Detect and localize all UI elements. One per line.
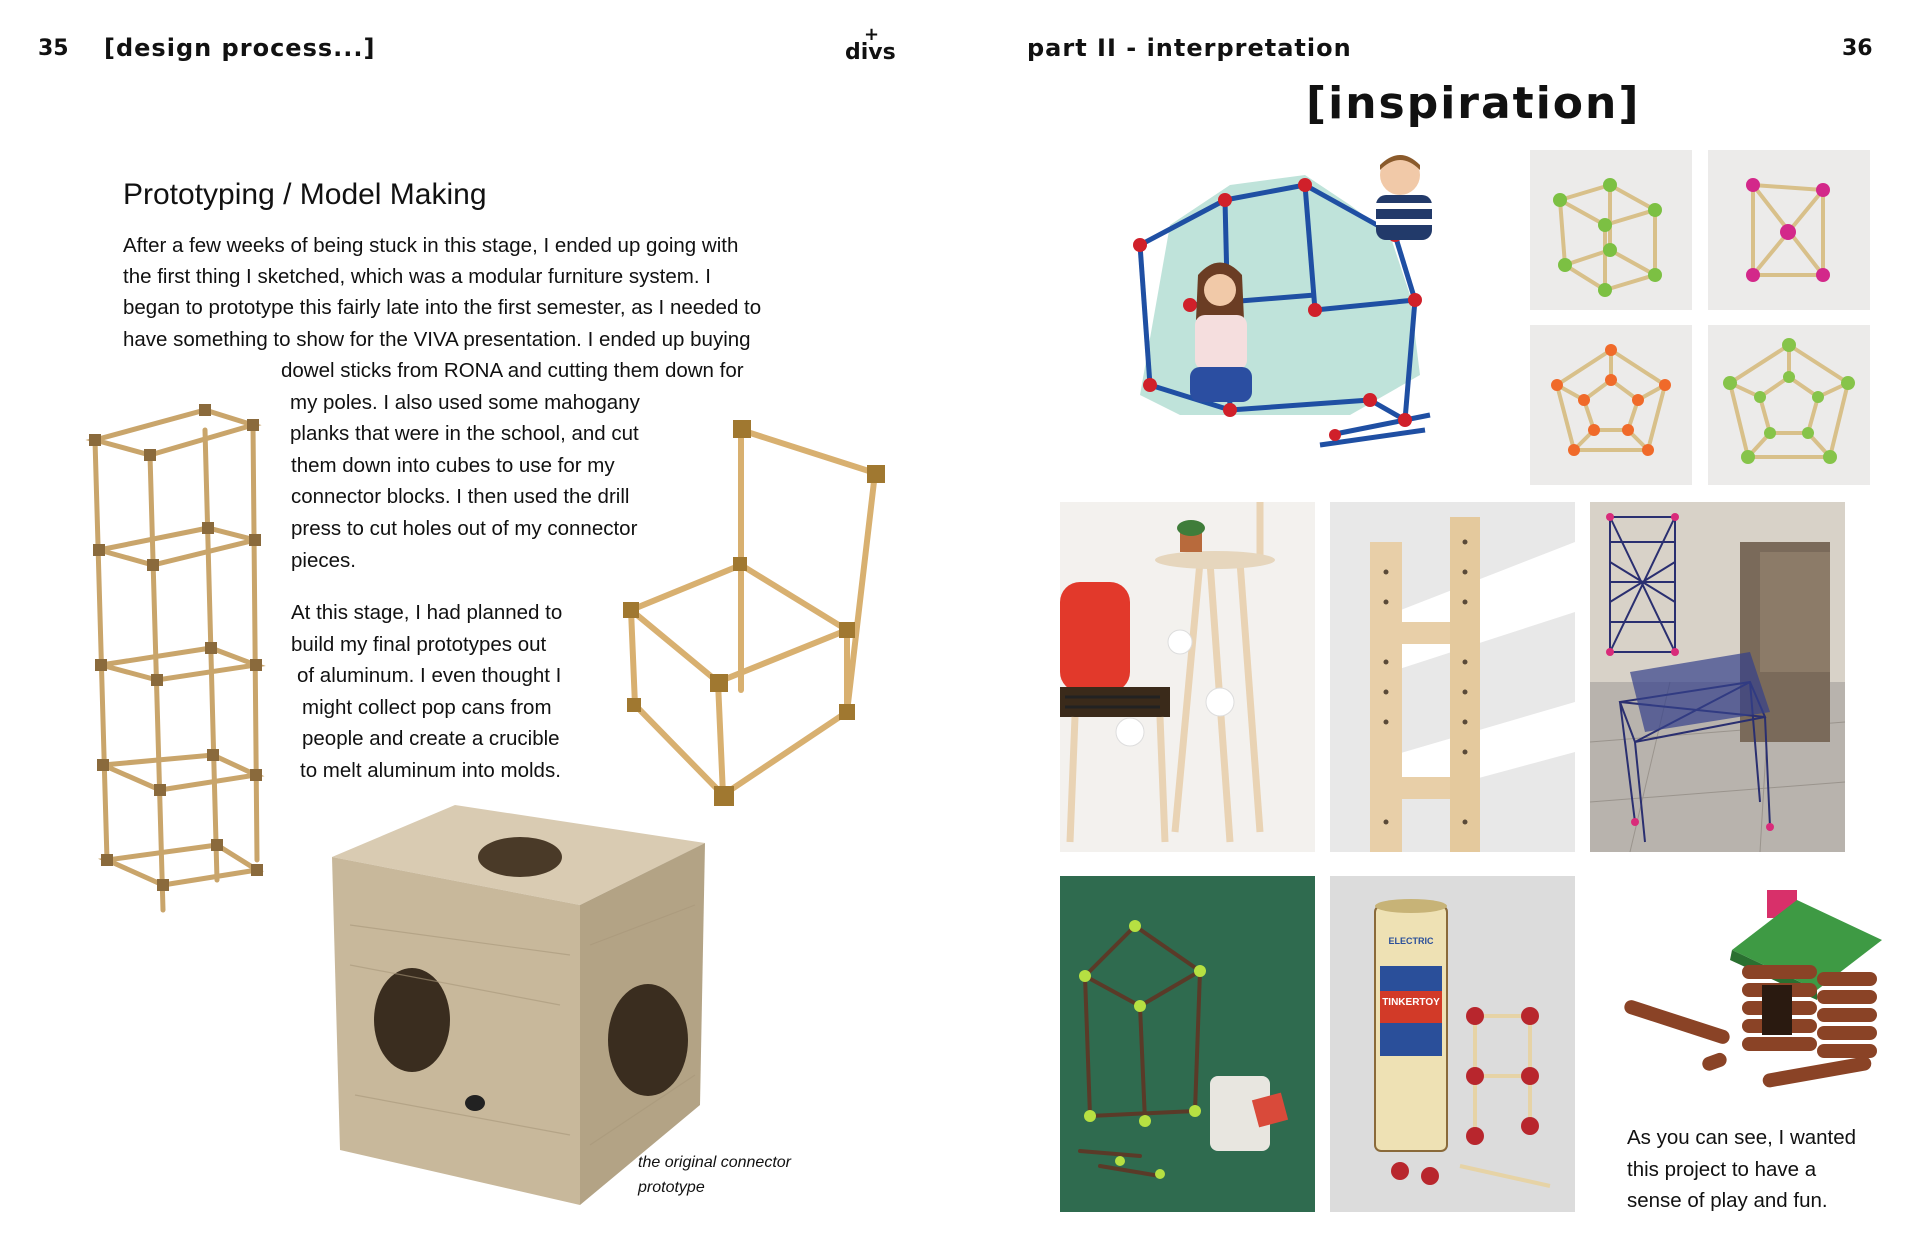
pegboard-shelf-photo bbox=[1330, 502, 1575, 852]
fort-kit-photo bbox=[1120, 145, 1512, 460]
green-dodecahedron-toy-photo bbox=[1708, 325, 1870, 485]
stick-house-kit-photo bbox=[1060, 876, 1315, 1212]
orange-dodecahedron-toy-photo bbox=[1530, 325, 1692, 485]
left-page-number: 35 bbox=[38, 36, 69, 61]
closing-text-line: As you can see, I wanted bbox=[1627, 1126, 1857, 1149]
divs-logo bbox=[845, 24, 896, 70]
left-page-header: [design process...] bbox=[104, 34, 376, 62]
para1-line: dowel sticks from RONA and cutting them down for bbox=[281, 359, 744, 382]
tinkertoy-top-label: ELECTRIC bbox=[1388, 936, 1434, 946]
para2-line: of aluminum. I even thought I bbox=[297, 664, 562, 687]
para2-line: build my final prototypes out bbox=[291, 633, 547, 656]
para1-line: connector blocks. I then used the drill bbox=[291, 485, 630, 508]
lincoln-logs-cabin-photo bbox=[1612, 880, 1917, 1105]
logo-text: divs bbox=[845, 40, 896, 65]
chair-table-furniture-photo bbox=[1060, 502, 1315, 852]
para2-line: might collect pop cans from bbox=[302, 696, 552, 719]
closing-text-line: sense of play and fun. bbox=[1627, 1189, 1828, 1212]
tower-prototype-photo bbox=[85, 390, 280, 930]
inspiration-title: [inspiration] bbox=[1306, 78, 1641, 129]
para1-line: began to prototype this fairly late into the first semester, as I needed to bbox=[123, 296, 762, 319]
para1-line: my poles. I also used some mahogany bbox=[290, 391, 640, 414]
section-heading: Prototyping / Model Making bbox=[123, 178, 487, 211]
tinkertoy-set-photo bbox=[1330, 876, 1575, 1212]
closing-text-line: this project to have a bbox=[1627, 1158, 1817, 1181]
para1-line: them down into cubes to use for my bbox=[291, 454, 615, 477]
para2-line: to melt aluminum into molds. bbox=[300, 759, 561, 782]
knex-chair-photo bbox=[1590, 502, 1845, 852]
right-page-number: 36 bbox=[1842, 36, 1873, 61]
connector-cube-photo bbox=[330, 805, 710, 1205]
cube-caption-line: the original connector bbox=[638, 1154, 791, 1171]
para1-line: After a few weeks of being stuck in this stage, I ended up going with bbox=[123, 234, 739, 257]
cube-caption-line: prototype bbox=[638, 1179, 705, 1196]
para1-line: the first thing I sketched, which was a modular furniture system. I bbox=[123, 265, 711, 288]
para2-line: people and create a crucible bbox=[302, 727, 560, 750]
para1-line: press to cut holes out of my connector bbox=[291, 517, 638, 540]
para1-line: pieces. bbox=[291, 549, 356, 572]
para1-line: have something to show for the VIVA presentation. I ended up buying bbox=[123, 328, 751, 351]
pink-octahedron-toy-photo bbox=[1708, 150, 1870, 310]
right-page-header: part II - interpretation bbox=[1027, 34, 1352, 62]
tinkertoy-label: TINKERTOY bbox=[1382, 997, 1440, 1008]
green-cube-toy-photo bbox=[1530, 150, 1692, 310]
logo-cross-icon: + bbox=[864, 24, 880, 45]
chair-prototype-photo bbox=[615, 410, 905, 810]
para1-line: planks that were in the school, and cut bbox=[290, 422, 639, 445]
para2-line: At this stage, I had planned to bbox=[291, 601, 563, 624]
